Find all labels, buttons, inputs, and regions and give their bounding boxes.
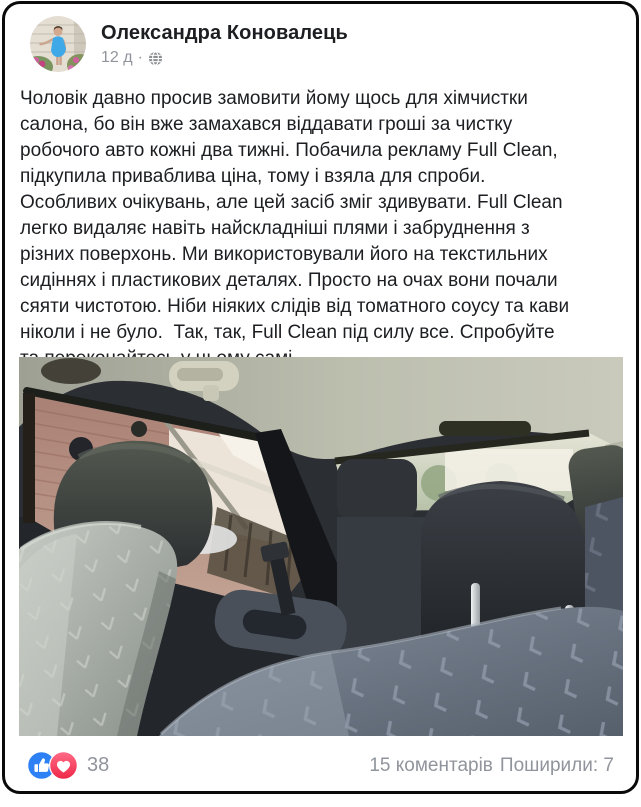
post-text-line: Чоловік давно просив замовити йому щось для хімчистки	[20, 88, 528, 109]
post-text-line: робочого авто кожні два тижні. Побачила рекламу Full Clean,	[20, 140, 558, 161]
post-text-line: підкупила приваблива ціна, тому і взяла для спроби.	[20, 166, 486, 187]
post-photo[interactable]	[19, 357, 623, 736]
reactions[interactable]	[27, 751, 109, 780]
love-icon[interactable]	[49, 751, 78, 780]
globe-icon	[148, 51, 163, 66]
post-text-line: сидіннях і пластикових деталях. Просто на очах вони почали	[20, 270, 558, 291]
post-text-line: легко видаляє навіть найскладніші плями і забруднення з	[20, 218, 530, 239]
post-text-line: Особливих очікувань, але цей засіб зміг здивувати. Full Clean	[20, 192, 563, 213]
post-text	[20, 86, 628, 372]
shares-count[interactable]: Поширили: 7	[499, 754, 614, 776]
meta-separator: ·	[137, 49, 143, 66]
comments-count[interactable]: 15 коментарів	[369, 754, 493, 776]
car-interior-image	[19, 357, 623, 736]
avatar-image	[30, 16, 86, 72]
post-text-line: салона, бо він вже замахався віддавати гроші за чистку	[20, 114, 513, 135]
post-text-line: сяяти чистотою. Ніби ніяких слідів від томатного соусу та кави	[20, 296, 570, 317]
post-text-line: ніколи і не було. Так, так, Full Clean під силу все. Спробуйте	[20, 322, 555, 343]
post-text-line: різних поверхонь. Ми використовували його на текстильних	[20, 244, 548, 265]
post-meta	[101, 49, 163, 67]
timestamp[interactable]: 12 д	[101, 49, 133, 66]
engagement-summary	[369, 755, 614, 777]
avatar[interactable]	[30, 16, 86, 72]
facebook-post-card	[2, 1, 639, 794]
post-footer	[5, 740, 636, 791]
author-name[interactable]: Олександра Коновалець	[101, 22, 348, 44]
reaction-count[interactable]: 38	[87, 754, 110, 776]
